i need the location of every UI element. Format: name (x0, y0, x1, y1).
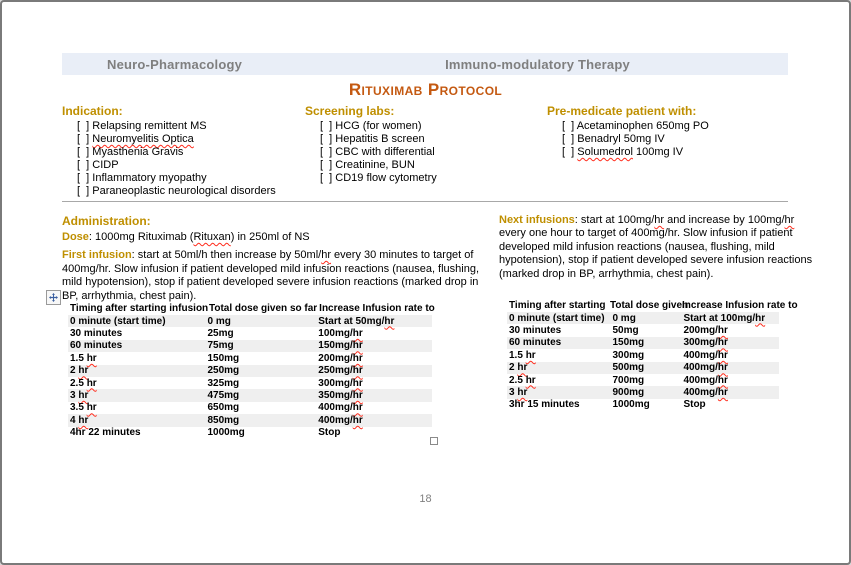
administration-heading: Administration: (62, 214, 151, 228)
checkbox-item (320, 172, 545, 185)
table-cell: 300mg (612, 349, 645, 361)
checkbox-item (320, 146, 545, 159)
table-cell: Stop (683, 399, 706, 411)
table-row (68, 414, 432, 426)
table-cell: 250mg/hr (318, 365, 363, 377)
premedication-list (547, 120, 795, 159)
table-cell: 0 mg (612, 312, 636, 324)
table-cell: 2 hr (70, 365, 89, 377)
checkbox-item (77, 185, 304, 198)
checkbox: [ ] (320, 172, 333, 184)
table-row (507, 386, 779, 398)
first-infusion-text: : start at 50ml/h then increase by 50ml/hr every 30 minutes to target of 400mg/hr. Slow infusion if patient developed mild infusion reactions (nausea, flushing, mild hypotension), stop if patient developed severe infusion reactions (marked drop in BP, arrhythmia, chest pain). (62, 249, 480, 302)
checkbox: [ ] (562, 146, 575, 158)
table-cell: 3hr 15 minutes (509, 399, 580, 411)
checkbox: [ ] (320, 146, 333, 158)
table-cell: 350mg/hr (318, 390, 363, 402)
table-row (507, 362, 779, 374)
checkbox-item (320, 120, 545, 133)
checkbox-item-label: Acetaminophen 650mg PO (576, 120, 709, 132)
table-cell: 0 mg (207, 315, 231, 327)
table-row (507, 324, 779, 336)
checkbox-item (77, 120, 304, 133)
table-row (68, 340, 432, 352)
checkbox-item-label: Relapsing remittent MS (92, 120, 207, 132)
table-cell: 2.5 hr (509, 374, 536, 386)
table-row (68, 427, 432, 439)
table-cell: 1.5 hr (70, 352, 97, 364)
table-cell: Start at 100mg/hr (683, 312, 766, 324)
table-cell: 75mg (207, 340, 234, 352)
table-row (68, 365, 432, 377)
table-row (68, 377, 432, 389)
table-row (507, 349, 779, 361)
table-row (68, 389, 432, 401)
next-infusions-text: : start at 100mg/hr and increase by 100mg/hr every one hour to target of 400mg/hr. Slow infusion if patient developed mild infusion reactions (nausea, flushing, mild hypotension), stop if patient developed severe infusion reactions (marked drop in BP, arrhythmia, chest pain). (499, 214, 813, 280)
table-cell: 850mg (207, 414, 240, 426)
table-cell: 475mg (207, 390, 240, 402)
next-infusions-paragraph (499, 214, 817, 281)
table-cell: 25mg (207, 328, 234, 340)
checkbox: [ ] (77, 185, 90, 197)
indication-section (62, 104, 304, 198)
table-cell: 1000mg (612, 399, 650, 411)
next-infusion-table (507, 299, 798, 411)
table-row (68, 402, 432, 414)
checkbox-item (320, 159, 545, 172)
table-row (507, 399, 779, 411)
checkbox-item-label: Neuromyelitis Optica (92, 133, 194, 145)
checkbox: [ ] (77, 120, 90, 132)
table-cell: 1000mg (207, 427, 245, 439)
table-cell: 100mg/hr (318, 328, 363, 340)
checkbox-item-label: Creatinine, BUN (335, 159, 415, 171)
checkbox-item (77, 146, 304, 159)
table-cell: 0 minute (start time) (509, 312, 605, 324)
column-header: Increase Infusion rate to (682, 300, 798, 311)
header-left-label: Neuro-Pharmacology (106, 56, 243, 72)
table-cell: Stop (318, 427, 341, 439)
table-row (507, 337, 779, 349)
table-cell: 150mg (207, 352, 240, 364)
checkbox-item-label: Myasthenia Gravis (92, 146, 184, 158)
screening-labs-heading: Screening labs: (305, 104, 395, 118)
indication-list (62, 120, 304, 198)
checkbox-item-label: CD19 flow cytometry (335, 172, 437, 184)
checkbox: [ ] (320, 159, 333, 171)
table-cell: 2.5 hr (70, 377, 97, 389)
table-cell: 2 hr (509, 362, 528, 374)
checkbox-item-label: CIDP (92, 159, 119, 171)
column-header: Increase Infusion rate to (319, 303, 435, 314)
table-cell: 4 hr (70, 414, 89, 426)
checkbox-item (562, 120, 795, 133)
table-row (507, 374, 779, 386)
table-cell: 3.5 hr (70, 402, 97, 414)
checkbox: [ ] (562, 133, 575, 145)
dose-line (62, 231, 310, 243)
table-cell: 300mg/hr (683, 337, 728, 349)
checkbox: [ ] (77, 133, 90, 145)
table-cell: 900mg (612, 387, 645, 399)
table-header-row (507, 299, 798, 312)
checkbox-item-label: Solumedrol 100mg IV (577, 146, 684, 158)
table-cell: 700mg (612, 374, 645, 386)
indication-heading: Indication: (62, 104, 123, 118)
table-cell: 150mg (612, 337, 645, 349)
table-cell: 3 hr (509, 387, 528, 399)
first-infusion-table (68, 302, 435, 439)
table-row (68, 327, 432, 339)
table-cell: 1.5 hr (509, 349, 536, 361)
table-cell: 200mg/hr (318, 352, 363, 364)
checkbox-item-label: Benadryl 50mg IV (577, 133, 665, 145)
table-cell: 500mg (612, 362, 645, 374)
checkbox-item-label: HCG (for women) (335, 120, 422, 132)
first-infusion-label: First infusion (62, 249, 132, 261)
table-cell: 250mg (207, 365, 240, 377)
table-move-handle[interactable] (46, 290, 61, 305)
checkbox: [ ] (77, 146, 90, 158)
table-cell: 400mg/hr (318, 402, 363, 414)
section-divider (62, 201, 788, 202)
table-row (68, 352, 432, 364)
table-cell: 60 minutes (509, 337, 562, 349)
table-cell: 3 hr (70, 390, 89, 402)
table-cell: 30 minutes (70, 328, 123, 340)
column-header: Total dose given so far (209, 303, 318, 314)
table-cell: 325mg (207, 377, 240, 389)
table-cell: 400mg/hr (683, 362, 728, 374)
table-row (507, 312, 779, 324)
move-arrows-icon (49, 293, 58, 302)
dose-text: : 1000mg Rituximab (Rituxan) in 250ml of NS (88, 231, 310, 243)
table-cell: 400mg/hr (683, 349, 728, 361)
checkbox-item (320, 133, 545, 146)
table-cell: 150mg/hr (318, 340, 363, 352)
checkbox: [ ] (77, 159, 90, 171)
page-number: 18 (419, 493, 432, 505)
table-cell: 200mg/hr (683, 325, 728, 337)
table-row (68, 315, 432, 327)
next-infusions-label: Next infusions (499, 214, 575, 226)
checkbox-item (77, 159, 304, 172)
table-cell: 650mg (207, 402, 240, 414)
dose-label: Dose (62, 231, 89, 243)
checkbox: [ ] (562, 120, 575, 132)
table-cell: Start at 50mg/hr (318, 315, 395, 327)
checkbox-item-label: Hepatitis B screen (335, 133, 425, 145)
table-cell: 300mg/hr (318, 377, 363, 389)
checkbox-item (562, 146, 795, 159)
premedication-heading: Pre-medicate patient with: (547, 104, 697, 118)
anchor-marker (430, 437, 438, 445)
screening-labs-section (305, 104, 545, 185)
table-cell: 400mg/hr (683, 387, 728, 399)
first-infusion-paragraph (62, 249, 494, 303)
checkbox-item (77, 133, 304, 146)
column-header: Total dose given (610, 300, 689, 311)
table-cell: 50mg (612, 325, 639, 337)
checkbox: [ ] (320, 133, 333, 145)
premedication-section (547, 104, 795, 159)
checkbox-item-label: Paraneoplastic neurological disorders (92, 185, 276, 197)
document-title: Rituximab Protocol (348, 80, 503, 99)
checkbox-item-label: CBC with differential (335, 146, 435, 158)
header-right-label: Immuno-modulatory Therapy (445, 56, 630, 72)
checkbox-item-label: Inflammatory myopathy (92, 172, 207, 184)
table-cell: 60 minutes (70, 340, 123, 352)
table-cell: 30 minutes (509, 325, 562, 337)
checkbox-item (562, 133, 795, 146)
table-cell: 400mg/hr (683, 374, 728, 386)
checkbox: [ ] (320, 120, 333, 132)
column-header: Timing after starting infusion (70, 303, 209, 314)
column-header: Timing after starting (509, 300, 606, 311)
table-cell: 0 minute (start time) (70, 315, 166, 327)
checkbox: [ ] (77, 172, 90, 184)
table-cell: 400mg/hr (318, 414, 363, 426)
page-header-bar (62, 53, 788, 75)
checkbox-item (77, 172, 304, 185)
screening-labs-list (305, 120, 545, 185)
table-header-row (68, 302, 435, 315)
table-cell: 4hr 22 minutes (70, 427, 141, 439)
